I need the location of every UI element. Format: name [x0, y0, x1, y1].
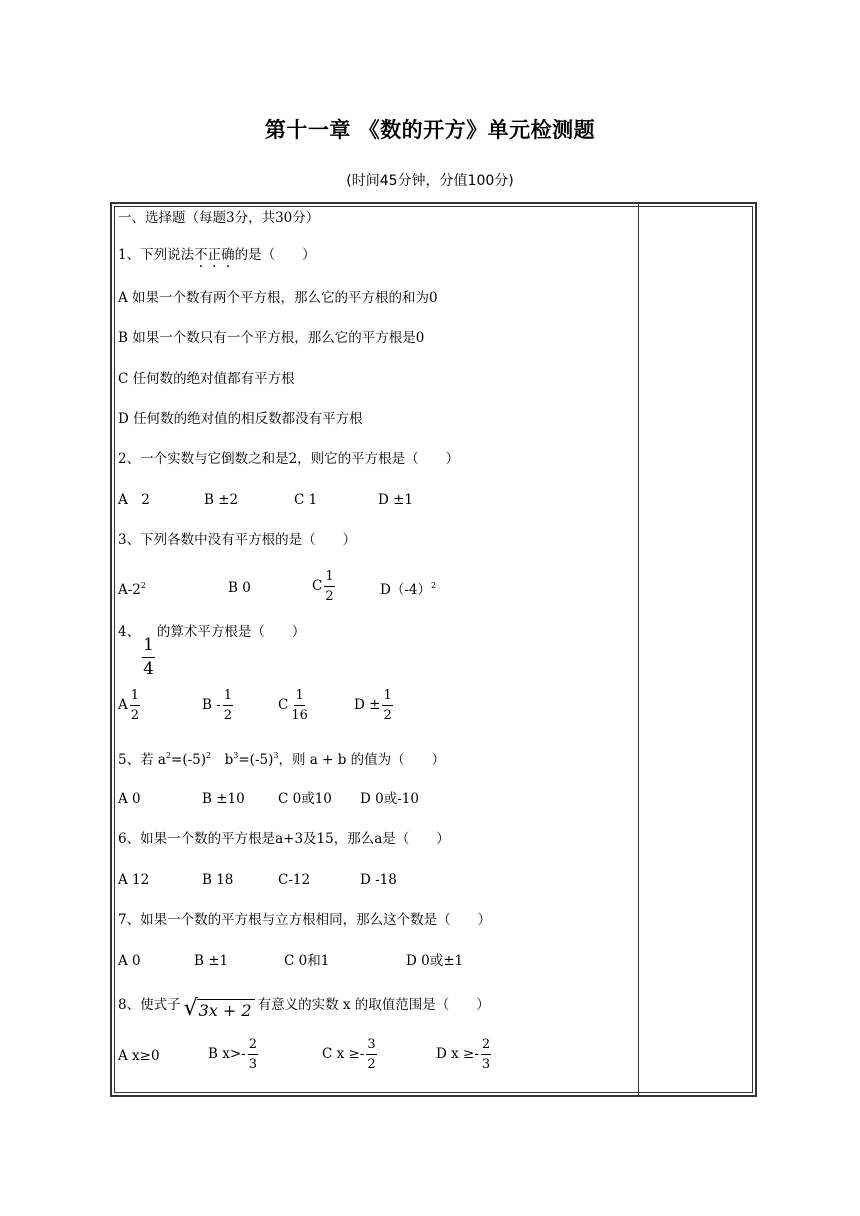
question-1-option-d: D 任何数的绝对值的相反数都没有平方根	[118, 411, 363, 427]
option-c: C $\frac{1}{2}$	[312, 569, 334, 604]
fraction: $\frac{2}{3}$	[248, 1037, 257, 1072]
option-b: B ±10	[202, 791, 245, 807]
question-3-options	[118, 570, 518, 612]
option-a: A 0	[118, 791, 141, 807]
fraction: $\frac{1}{16}$	[291, 688, 308, 723]
fraction: $\frac{1}{2}$	[325, 569, 334, 604]
option-a: A $\frac{1}{2}$	[118, 688, 140, 723]
option-c: C $\frac{1}{16}$	[278, 688, 308, 723]
option-a: A 12	[118, 872, 150, 888]
option-b: B - $\frac{1}{2}$	[202, 688, 233, 723]
option-c: C 1	[294, 492, 318, 508]
table-column-divider	[638, 202, 639, 1097]
fraction: $\frac{1}{2}$	[223, 688, 233, 723]
emphasis-dot-char: 不	[194, 247, 208, 263]
question-2-stem: 2、一个实数与它倒数之和是2，则它的平方根是（ ）	[118, 451, 460, 467]
question-6-stem: 6、如果一个数的平方根是a+3及15，那么a是（ ）	[118, 831, 450, 847]
option-c: C x ≥- $\frac{3}{2}$	[322, 1037, 376, 1072]
option-d: $D(-4)^2$	[380, 581, 437, 598]
option-c: C-12	[278, 872, 311, 888]
option-b: B ±1	[194, 953, 229, 969]
section-heading: 一、选择题（每题3分，共30分）	[118, 210, 320, 226]
question-3-stem: 3、下列各数中没有平方根的是（ ）	[118, 532, 357, 548]
question-8-stem: 8、使式子 √ 3x + 2 有意义的实数 x 的取值范围是（ ）	[118, 996, 490, 1021]
question-8-options	[118, 1038, 538, 1080]
page-title: 第十一章 《数的开方》单元检测题	[264, 118, 596, 142]
option-b: B x>- $\frac{2}{3}$	[208, 1037, 257, 1072]
option-d: D ± $\frac{1}{2}$	[354, 688, 392, 723]
page-subtitle: (时间45分钟，分值100分)	[346, 173, 514, 189]
option-c: C 0和1	[284, 953, 330, 969]
fraction: $\frac{1}{2}$	[130, 688, 140, 723]
square-root-expression: √ 3x + 2	[184, 998, 255, 1020]
option-d: D -18	[360, 872, 397, 888]
fraction: $\frac{1}{4}$	[143, 635, 154, 679]
question-7-stem: 7、如果一个数的平方根与立方根相同，那么这个数是（ ）	[118, 912, 492, 928]
fraction: $\frac{3}{2}$	[367, 1037, 376, 1072]
question-5-stem: 5、若 $a^2=(-5)^2$ $b^3=(-5)^3$，则 a + b 的值为（ ）	[118, 751, 446, 768]
question-4-options	[118, 689, 518, 731]
option-a: $A-2^2$	[118, 581, 146, 598]
fraction: $\frac{2}{3}$	[481, 1037, 491, 1072]
question-1-option-a: A 如果一个数有两个平方根，那么它的平方根的和为0	[118, 290, 438, 306]
option-d: D 0或±1	[406, 953, 464, 969]
option-d: D 0或-10	[360, 791, 419, 807]
emphasis-dot-char: 确	[221, 247, 235, 263]
question-1-option-b: B 如果一个数只有一个平方根，那么它的平方根是0	[118, 330, 425, 346]
option-d: D ±1	[378, 492, 414, 508]
option-d: D x ≥- $\frac{2}{3}$	[436, 1037, 491, 1072]
question-1-stem: 1、下列说法不正确的是（ ）	[118, 247, 316, 263]
option-b: B ±2	[204, 492, 239, 508]
option-a: A x≥0	[118, 1048, 160, 1064]
emphasis-dot-char: 正	[207, 247, 222, 263]
option-a: A 2	[118, 492, 150, 508]
question-4-stem: 4、 $\frac{1}{4}$ 的算术平方根是（ ）	[118, 624, 306, 679]
option-b: B 18	[202, 872, 234, 888]
question-1-option-c: C 任何数的绝对值都有平方根	[118, 371, 295, 387]
option-a: A 0	[118, 953, 141, 969]
option-b: B 0	[228, 580, 251, 596]
option-c: C 0或10	[278, 791, 332, 807]
fraction: $\frac{1}{2}$	[383, 688, 392, 723]
